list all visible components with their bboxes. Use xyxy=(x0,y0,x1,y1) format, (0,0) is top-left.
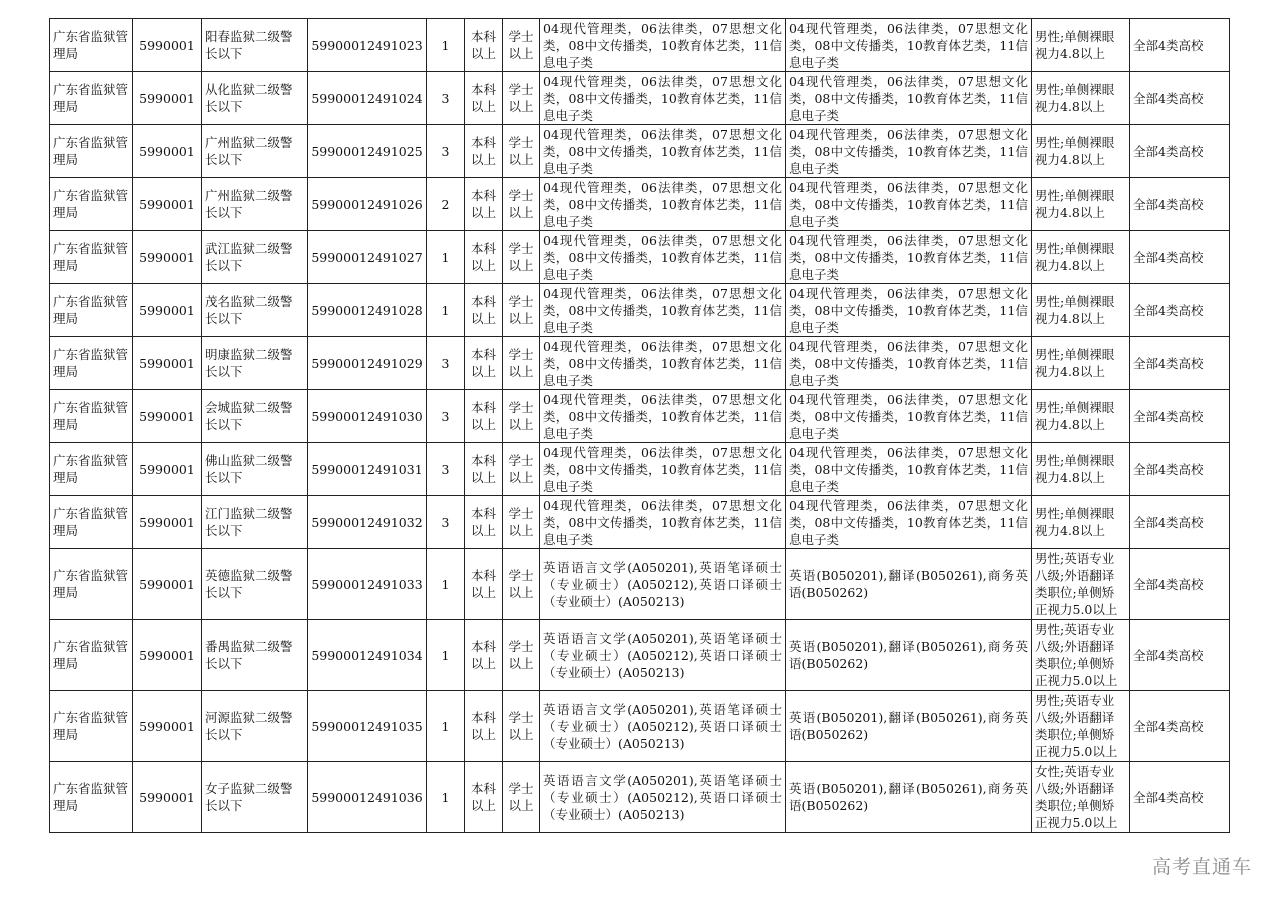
dept-cell: 广东省监狱管理局 xyxy=(50,762,133,833)
dept-cell: 广东省监狱管理局 xyxy=(50,178,133,231)
dept-code-cell: 5990001 xyxy=(133,496,202,549)
degree-cell: 学士以上 xyxy=(503,19,540,72)
degree-cell: 学士以上 xyxy=(503,337,540,390)
education-cell: 本科以上 xyxy=(465,549,503,620)
position-code-cell: 59900012491026 xyxy=(308,178,427,231)
dept-cell: 广东省监狱管理局 xyxy=(50,691,133,762)
position-code-cell: 59900012491028 xyxy=(308,284,427,337)
dept-code-cell: 5990001 xyxy=(133,231,202,284)
position-cell: 阳春监狱二级警长以下 xyxy=(202,19,308,72)
major-ug-cell: 04现代管理类，06法律类，07思想文化类，08中文传播类，10教育体艺类，11信息电子类 xyxy=(786,178,1032,231)
major-grad-cell: 04现代管理类，06法律类，07思想文化类，08中文传播类，10教育体艺类，11信息电子类 xyxy=(540,72,786,125)
dept-cell: 广东省监狱管理局 xyxy=(50,231,133,284)
requirements-cell: 男性;单侧裸眼视力4.8以上 xyxy=(1032,19,1130,72)
major-ug-cell: 英语(B050201),翻译(B050261),商务英语(B050262) xyxy=(786,691,1032,762)
education-cell: 本科以上 xyxy=(465,72,503,125)
school-cell: 全部4类高校 xyxy=(1130,496,1230,549)
dept-code-cell: 5990001 xyxy=(133,284,202,337)
education-cell: 本科以上 xyxy=(465,390,503,443)
degree-cell: 学士以上 xyxy=(503,178,540,231)
table-row xyxy=(50,284,1230,337)
table-row xyxy=(50,620,1230,691)
dept-cell: 广东省监狱管理局 xyxy=(50,496,133,549)
requirements-cell: 男性;英语专业八级;外语翻译类职位;单侧矫正视力5.0以上 xyxy=(1032,549,1130,620)
position-cell: 从化监狱二级警长以下 xyxy=(202,72,308,125)
education-cell: 本科以上 xyxy=(465,125,503,178)
major-grad-cell: 英语语言文学(A050201),英语笔译硕士（专业硕士）(A050212),英语口译硕士（专业硕士）(A050213) xyxy=(540,762,786,833)
dept-code-cell: 5990001 xyxy=(133,691,202,762)
table-row xyxy=(50,762,1230,833)
position-cell: 河源监狱二级警长以下 xyxy=(202,691,308,762)
requirements-cell: 男性;单侧裸眼视力4.8以上 xyxy=(1032,496,1130,549)
table-row xyxy=(50,178,1230,231)
major-grad-cell: 04现代管理类，06法律类，07思想文化类，08中文传播类，10教育体艺类，11信息电子类 xyxy=(540,19,786,72)
education-cell: 本科以上 xyxy=(465,762,503,833)
major-ug-cell: 04现代管理类，06法律类，07思想文化类，08中文传播类，10教育体艺类，11信息电子类 xyxy=(786,72,1032,125)
education-cell: 本科以上 xyxy=(465,231,503,284)
count-cell: 1 xyxy=(427,549,465,620)
major-ug-cell: 04现代管理类，06法律类，07思想文化类，08中文传播类，10教育体艺类，11信息电子类 xyxy=(786,19,1032,72)
requirements-cell: 女性;英语专业八级;外语翻译类职位;单侧矫正视力5.0以上 xyxy=(1032,762,1130,833)
dept-code-cell: 5990001 xyxy=(133,19,202,72)
position-code-cell: 59900012491032 xyxy=(308,496,427,549)
major-ug-cell: 04现代管理类，06法律类，07思想文化类，08中文传播类，10教育体艺类，11信息电子类 xyxy=(786,337,1032,390)
position-code-cell: 59900012491023 xyxy=(308,19,427,72)
school-cell: 全部4类高校 xyxy=(1130,125,1230,178)
position-cell: 英德监狱二级警长以下 xyxy=(202,549,308,620)
dept-cell: 广东省监狱管理局 xyxy=(50,443,133,496)
major-grad-cell: 英语语言文学(A050201),英语笔译硕士（专业硕士）(A050212),英语口译硕士（专业硕士）(A050213) xyxy=(540,549,786,620)
table-row xyxy=(50,691,1230,762)
school-cell: 全部4类高校 xyxy=(1130,337,1230,390)
count-cell: 3 xyxy=(427,125,465,178)
position-cell: 茂名监狱二级警长以下 xyxy=(202,284,308,337)
requirements-cell: 男性;单侧裸眼视力4.8以上 xyxy=(1032,72,1130,125)
position-code-cell: 59900012491027 xyxy=(308,231,427,284)
education-cell: 本科以上 xyxy=(465,337,503,390)
school-cell: 全部4类高校 xyxy=(1130,19,1230,72)
requirements-cell: 男性;英语专业八级;外语翻译类职位;单侧矫正视力5.0以上 xyxy=(1032,691,1130,762)
education-cell: 本科以上 xyxy=(465,284,503,337)
school-cell: 全部4类高校 xyxy=(1130,284,1230,337)
degree-cell: 学士以上 xyxy=(503,496,540,549)
dept-code-cell: 5990001 xyxy=(133,549,202,620)
degree-cell: 学士以上 xyxy=(503,72,540,125)
position-code-cell: 59900012491035 xyxy=(308,691,427,762)
position-cell: 明康监狱二级警长以下 xyxy=(202,337,308,390)
dept-cell: 广东省监狱管理局 xyxy=(50,72,133,125)
degree-cell: 学士以上 xyxy=(503,691,540,762)
position-code-cell: 59900012491030 xyxy=(308,390,427,443)
dept-cell: 广东省监狱管理局 xyxy=(50,284,133,337)
major-ug-cell: 04现代管理类，06法律类，07思想文化类，08中文传播类，10教育体艺类，11信息电子类 xyxy=(786,125,1032,178)
dept-cell: 广东省监狱管理局 xyxy=(50,19,133,72)
school-cell: 全部4类高校 xyxy=(1130,620,1230,691)
major-ug-cell: 英语(B050201),翻译(B050261),商务英语(B050262) xyxy=(786,620,1032,691)
requirements-cell: 男性;单侧裸眼视力4.8以上 xyxy=(1032,390,1130,443)
major-grad-cell: 04现代管理类，06法律类，07思想文化类，08中文传播类，10教育体艺类，11信息电子类 xyxy=(540,125,786,178)
position-cell: 广州监狱二级警长以下 xyxy=(202,125,308,178)
table-row xyxy=(50,19,1230,72)
table-row xyxy=(50,390,1230,443)
education-cell: 本科以上 xyxy=(465,19,503,72)
count-cell: 1 xyxy=(427,762,465,833)
major-grad-cell: 04现代管理类，06法律类，07思想文化类，08中文传播类，10教育体艺类，11信息电子类 xyxy=(540,390,786,443)
major-grad-cell: 04现代管理类，06法律类，07思想文化类，08中文传播类，10教育体艺类，11信息电子类 xyxy=(540,284,786,337)
position-cell: 广州监狱二级警长以下 xyxy=(202,178,308,231)
dept-cell: 广东省监狱管理局 xyxy=(50,125,133,178)
requirements-cell: 男性;单侧裸眼视力4.8以上 xyxy=(1032,443,1130,496)
major-ug-cell: 英语(B050201),翻译(B050261),商务英语(B050262) xyxy=(786,762,1032,833)
dept-code-cell: 5990001 xyxy=(133,178,202,231)
school-cell: 全部4类高校 xyxy=(1130,72,1230,125)
table-row xyxy=(50,125,1230,178)
watermark-text: 高考直通车 xyxy=(1151,856,1252,878)
dept-code-cell: 5990001 xyxy=(133,620,202,691)
major-ug-cell: 04现代管理类，06法律类，07思想文化类，08中文传播类，10教育体艺类，11信息电子类 xyxy=(786,231,1032,284)
count-cell: 3 xyxy=(427,443,465,496)
education-cell: 本科以上 xyxy=(465,620,503,691)
education-cell: 本科以上 xyxy=(465,443,503,496)
position-code-cell: 59900012491033 xyxy=(308,549,427,620)
major-ug-cell: 04现代管理类，06法律类，07思想文化类，08中文传播类，10教育体艺类，11信息电子类 xyxy=(786,443,1032,496)
degree-cell: 学士以上 xyxy=(503,284,540,337)
degree-cell: 学士以上 xyxy=(503,762,540,833)
count-cell: 3 xyxy=(427,390,465,443)
major-ug-cell: 04现代管理类，06法律类，07思想文化类，08中文传播类，10教育体艺类，11信息电子类 xyxy=(786,390,1032,443)
position-code-cell: 59900012491034 xyxy=(308,620,427,691)
major-grad-cell: 04现代管理类，06法律类，07思想文化类，08中文传播类，10教育体艺类，11信息电子类 xyxy=(540,496,786,549)
count-cell: 3 xyxy=(427,496,465,549)
education-cell: 本科以上 xyxy=(465,691,503,762)
position-code-cell: 59900012491029 xyxy=(308,337,427,390)
major-grad-cell: 英语语言文学(A050201),英语笔译硕士（专业硕士）(A050212),英语口译硕士（专业硕士）(A050213) xyxy=(540,620,786,691)
education-cell: 本科以上 xyxy=(465,178,503,231)
education-cell: 本科以上 xyxy=(465,496,503,549)
major-grad-cell: 04现代管理类，06法律类，07思想文化类，08中文传播类，10教育体艺类，11信息电子类 xyxy=(540,443,786,496)
table-row xyxy=(50,72,1230,125)
degree-cell: 学士以上 xyxy=(503,390,540,443)
school-cell: 全部4类高校 xyxy=(1130,231,1230,284)
table-row xyxy=(50,496,1230,549)
position-cell: 武江监狱二级警长以下 xyxy=(202,231,308,284)
position-cell: 江门监狱二级警长以下 xyxy=(202,496,308,549)
major-grad-cell: 04现代管理类，06法律类，07思想文化类，08中文传播类，10教育体艺类，11信息电子类 xyxy=(540,231,786,284)
major-ug-cell: 04现代管理类，06法律类，07思想文化类，08中文传播类，10教育体艺类，11信息电子类 xyxy=(786,496,1032,549)
school-cell: 全部4类高校 xyxy=(1130,691,1230,762)
dept-code-cell: 5990001 xyxy=(133,443,202,496)
dept-code-cell: 5990001 xyxy=(133,72,202,125)
position-code-cell: 59900012491036 xyxy=(308,762,427,833)
table-row xyxy=(50,549,1230,620)
major-grad-cell: 04现代管理类，06法律类，07思想文化类，08中文传播类，10教育体艺类，11信息电子类 xyxy=(540,337,786,390)
position-cell: 番禺监狱二级警长以下 xyxy=(202,620,308,691)
requirements-cell: 男性;英语专业八级;外语翻译类职位;单侧矫正视力5.0以上 xyxy=(1032,620,1130,691)
degree-cell: 学士以上 xyxy=(503,443,540,496)
position-code-cell: 59900012491024 xyxy=(308,72,427,125)
position-cell: 佛山监狱二级警长以下 xyxy=(202,443,308,496)
school-cell: 全部4类高校 xyxy=(1130,178,1230,231)
dept-cell: 广东省监狱管理局 xyxy=(50,390,133,443)
dept-code-cell: 5990001 xyxy=(133,125,202,178)
school-cell: 全部4类高校 xyxy=(1130,762,1230,833)
dept-cell: 广东省监狱管理局 xyxy=(50,549,133,620)
school-cell: 全部4类高校 xyxy=(1130,390,1230,443)
degree-cell: 学士以上 xyxy=(503,125,540,178)
table-row xyxy=(50,337,1230,390)
school-cell: 全部4类高校 xyxy=(1130,549,1230,620)
degree-cell: 学士以上 xyxy=(503,231,540,284)
dept-cell: 广东省监狱管理局 xyxy=(50,337,133,390)
dept-code-cell: 5990001 xyxy=(133,337,202,390)
count-cell: 1 xyxy=(427,19,465,72)
count-cell: 3 xyxy=(427,72,465,125)
position-cell: 会城监狱二级警长以下 xyxy=(202,390,308,443)
major-ug-cell: 04现代管理类，06法律类，07思想文化类，08中文传播类，10教育体艺类，11信息电子类 xyxy=(786,284,1032,337)
position-code-cell: 59900012491031 xyxy=(308,443,427,496)
school-cell: 全部4类高校 xyxy=(1130,443,1230,496)
count-cell: 1 xyxy=(427,620,465,691)
requirements-cell: 男性;单侧裸眼视力4.8以上 xyxy=(1032,178,1130,231)
requirements-cell: 男性;单侧裸眼视力4.8以上 xyxy=(1032,284,1130,337)
count-cell: 2 xyxy=(427,178,465,231)
count-cell: 1 xyxy=(427,231,465,284)
dept-code-cell: 5990001 xyxy=(133,762,202,833)
count-cell: 3 xyxy=(427,337,465,390)
major-grad-cell: 英语语言文学(A050201),英语笔译硕士（专业硕士）(A050212),英语口译硕士（专业硕士）(A050213) xyxy=(540,691,786,762)
major-ug-cell: 英语(B050201),翻译(B050261),商务英语(B050262) xyxy=(786,549,1032,620)
requirements-cell: 男性;单侧裸眼视力4.8以上 xyxy=(1032,337,1130,390)
recruitment-table xyxy=(49,18,1230,833)
dept-code-cell: 5990001 xyxy=(133,390,202,443)
table-row xyxy=(50,231,1230,284)
major-grad-cell: 04现代管理类，06法律类，07思想文化类，08中文传播类，10教育体艺类，11信息电子类 xyxy=(540,178,786,231)
count-cell: 1 xyxy=(427,284,465,337)
requirements-cell: 男性;单侧裸眼视力4.8以上 xyxy=(1032,231,1130,284)
degree-cell: 学士以上 xyxy=(503,620,540,691)
degree-cell: 学士以上 xyxy=(503,549,540,620)
count-cell: 1 xyxy=(427,691,465,762)
position-cell: 女子监狱二级警长以下 xyxy=(202,762,308,833)
position-code-cell: 59900012491025 xyxy=(308,125,427,178)
dept-cell: 广东省监狱管理局 xyxy=(50,620,133,691)
requirements-cell: 男性;单侧裸眼视力4.8以上 xyxy=(1032,125,1130,178)
table-row xyxy=(50,443,1230,496)
